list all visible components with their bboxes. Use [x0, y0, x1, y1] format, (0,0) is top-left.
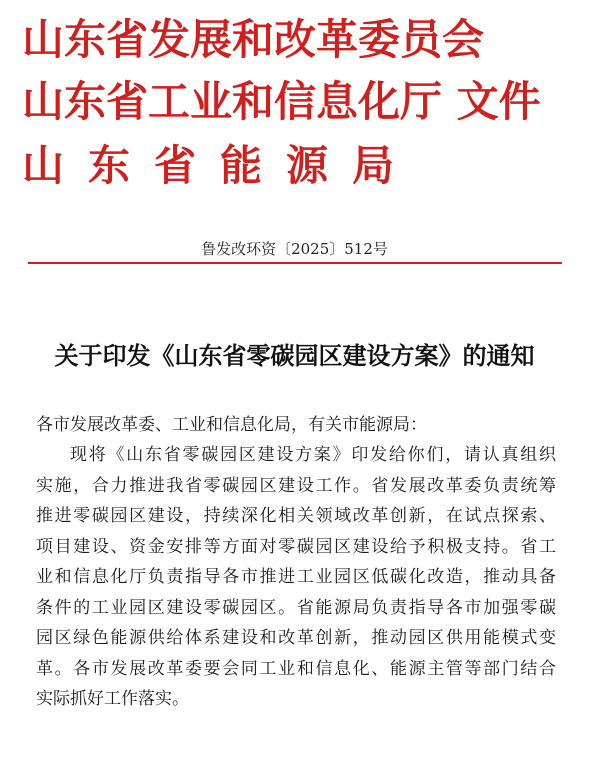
body-line: 实际抓好工作落实。: [36, 689, 189, 709]
body-line: 业和信息化厅负责指导各市推进工业园区低碳化改造，推动具备: [36, 567, 556, 587]
red-divider: [28, 262, 562, 264]
body-line: 实施，合力推进我省零碳园区建设工作。省发展改革委负责统筹: [36, 475, 556, 496]
notice-title: 关于印发《山东省零碳园区建设方案》的通知: [54, 341, 535, 370]
salutation: 各市发展改革委、工业和信息化局，有关市能源局：: [36, 415, 427, 435]
issuer-line-2: 山东省工业和信息化厅 文件: [22, 77, 541, 126]
issuer-line-3: 山东省能源局: [22, 141, 419, 190]
body-line: 革。各市发展改革委要会同工业和信息化、能源主管等部门结合: [36, 658, 556, 679]
body-line: 条件的工业园区建设零碳园区。省能源局负责指导各市加强零碳: [36, 597, 556, 618]
body-line: 项目建设、资金安排等方面对零碳园区建设给予积极支持。省工: [36, 536, 556, 557]
document-number: 鲁发改环资〔2025〕512号: [201, 240, 388, 258]
body-line: 园区绿色能源供给体系建设和改革创新，推动园区供用能模式变: [36, 628, 556, 648]
notice-body: [36, 440, 556, 715]
body-line: 推进零碳园区建设，持续深化相关领域改革创新，在试点探索、: [36, 506, 556, 526]
issuer-line-1: 山东省发展和改革委员会: [22, 15, 485, 64]
body-line: 现将《山东省零碳园区建设方案》印发给你们，请认真组织: [70, 445, 556, 465]
